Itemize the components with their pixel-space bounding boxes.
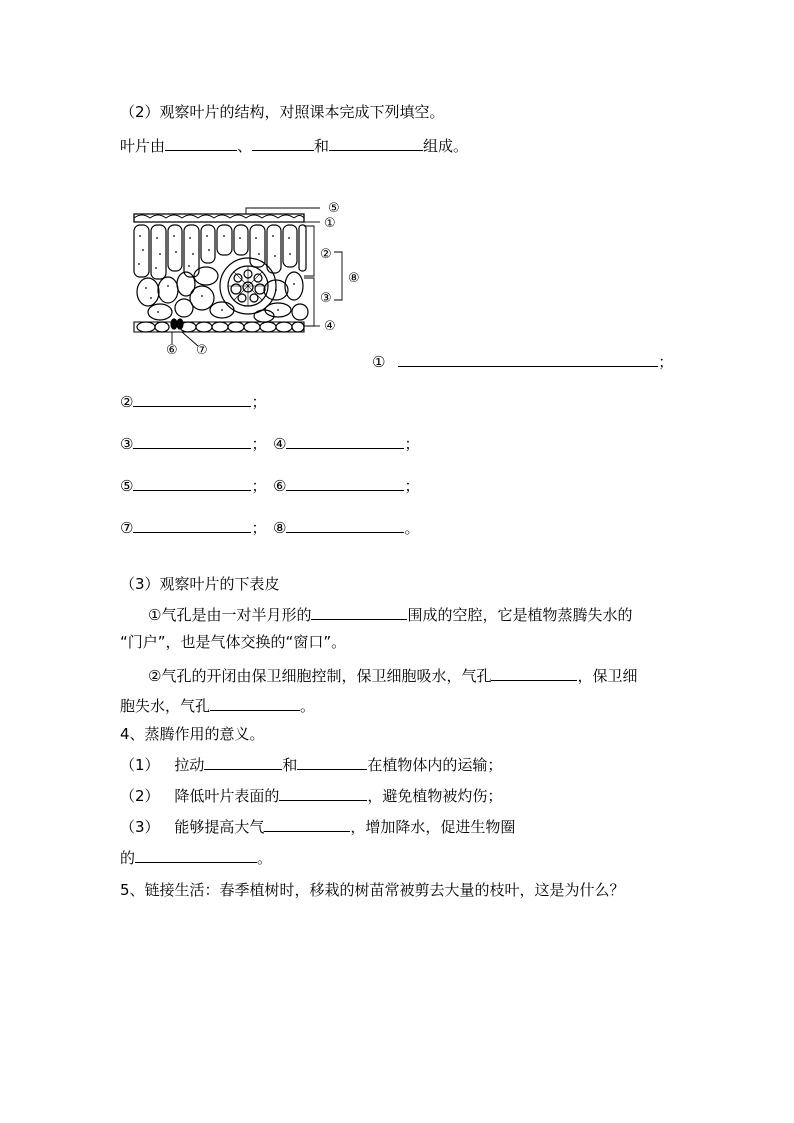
answer-blank-water-cycle[interactable]: [135, 846, 257, 863]
item2-text-b: ，避免植物被灼伤；: [367, 787, 503, 805]
composition-suffix: 组成。: [423, 137, 469, 155]
diagram-question-8: [273, 516, 419, 538]
diagram-question-4: [273, 432, 419, 454]
label-2: ②: [120, 393, 134, 411]
composition-prefix: 叶片由: [120, 137, 166, 155]
section4-item2: [120, 784, 502, 806]
answer-blank-7[interactable]: [133, 516, 251, 533]
label-5: ⑤: [120, 477, 134, 495]
semicolon: ；: [404, 435, 420, 453]
answer-blank-composition-1[interactable]: [165, 134, 237, 151]
answer-blank-2[interactable]: [133, 390, 251, 407]
section4-item3: [120, 815, 515, 837]
composition-sep2: 和: [314, 137, 330, 155]
semicolon: ；: [251, 435, 267, 453]
answer-blank-guard-cells[interactable]: [311, 603, 407, 620]
marker-6: ⑥: [166, 343, 178, 358]
answer-blank-inorganic-salts[interactable]: [297, 753, 367, 770]
item3-text-a: 能够提高大气: [174, 818, 265, 836]
section5-question: 5、链接生活：春季植树时，移栽的树苗常被剪去大量的枝叶，这是为什么？: [120, 881, 625, 899]
answer-blank-composition-2[interactable]: [252, 134, 314, 151]
answer-blank-stoma-close[interactable]: [210, 694, 300, 711]
marker-3: ③: [320, 291, 332, 306]
section3-heading: （3）观察叶片的下表皮: [120, 575, 280, 593]
answer-blank-temperature[interactable]: [279, 784, 367, 801]
section4-heading: 4、蒸腾作用的意义。: [120, 725, 265, 743]
section3-p2-line2: [120, 694, 315, 716]
item1-text-c: 在植物体内的运输；: [367, 756, 503, 774]
semicolon: ；: [251, 477, 267, 495]
label-1: ①: [372, 353, 386, 371]
label-3: ③: [120, 435, 134, 453]
section4-item1: [120, 753, 502, 775]
section3-p2-line1: [148, 664, 637, 686]
label-7: ⑦: [120, 519, 134, 537]
marker-4: ④: [324, 319, 336, 334]
diagram-question-2: [120, 390, 266, 412]
p1-text-b: 围成的空腔，它是植物蒸腾失水的: [407, 606, 633, 624]
answer-blank-5[interactable]: [133, 474, 251, 491]
marker-7: ⑦: [196, 343, 208, 358]
p1-text-a: ①气孔是由一对半月形的: [148, 606, 312, 624]
item1-text-a: 拉动: [174, 756, 205, 774]
marker-2: ②: [320, 247, 332, 262]
answer-blank-1[interactable]: [398, 350, 658, 367]
p2-text-b: ，保卫细: [577, 667, 638, 685]
semicolon: ；: [658, 353, 674, 371]
label-8: ⑧: [273, 519, 287, 537]
diagram-question-1: [372, 350, 673, 372]
answer-blank-water[interactable]: [204, 753, 282, 770]
item2-text-a: 降低叶片表面的: [174, 787, 280, 805]
answer-blank-4[interactable]: [286, 432, 404, 449]
section2-heading: （2）观察叶片的结构，对照课本完成下列填空。: [120, 103, 445, 121]
item1-text-b: 和: [282, 756, 298, 774]
diagram-question-3: [120, 432, 266, 454]
item2-number: （2）: [120, 787, 160, 805]
label-6: ⑥: [273, 477, 287, 495]
composition-line: [120, 134, 468, 156]
answer-blank-8[interactable]: [286, 516, 404, 533]
section4-item3-cont: [120, 846, 272, 868]
diagram-question-6: [273, 474, 419, 496]
marker-5: ⑤: [328, 201, 340, 216]
marker-8: ⑧: [348, 271, 360, 286]
p2-text-d: 。: [300, 697, 316, 715]
composition-sep1: 、: [237, 137, 253, 155]
semicolon: ；: [251, 393, 267, 411]
item3-number: （3）: [120, 818, 160, 836]
leaf-structure-drawing: [134, 214, 308, 332]
diagram-question-7: [120, 516, 266, 538]
answer-blank-composition-3[interactable]: [329, 134, 423, 151]
leaf-cross-section-diagram: [128, 194, 378, 364]
semicolon: ；: [404, 477, 420, 495]
section3-p1-line2: “门户”，也是气体交换的“窗口”。: [120, 633, 347, 651]
item3-text-b: ，增加降水，促进生物圈: [350, 818, 516, 836]
period: 。: [404, 519, 420, 537]
marker-1: ①: [324, 216, 336, 231]
section3-p1-line1: [148, 603, 632, 625]
p2-text-c: 胞失水，气孔: [120, 697, 211, 715]
semicolon: ；: [251, 519, 267, 537]
answer-blank-humidity[interactable]: [264, 815, 350, 832]
answer-blank-6[interactable]: [286, 474, 404, 491]
answer-blank-stoma-open[interactable]: [491, 664, 577, 681]
answer-blank-3[interactable]: [133, 432, 251, 449]
item1-number: （1）: [120, 756, 160, 774]
p2-text-a: ②气孔的开闭由保卫细胞控制，保卫细胞吸水，气孔: [148, 667, 492, 685]
item3-text-c: 的: [120, 849, 136, 867]
item3-text-d: 。: [257, 849, 273, 867]
diagram-question-5: [120, 474, 266, 496]
label-4: ④: [273, 435, 287, 453]
